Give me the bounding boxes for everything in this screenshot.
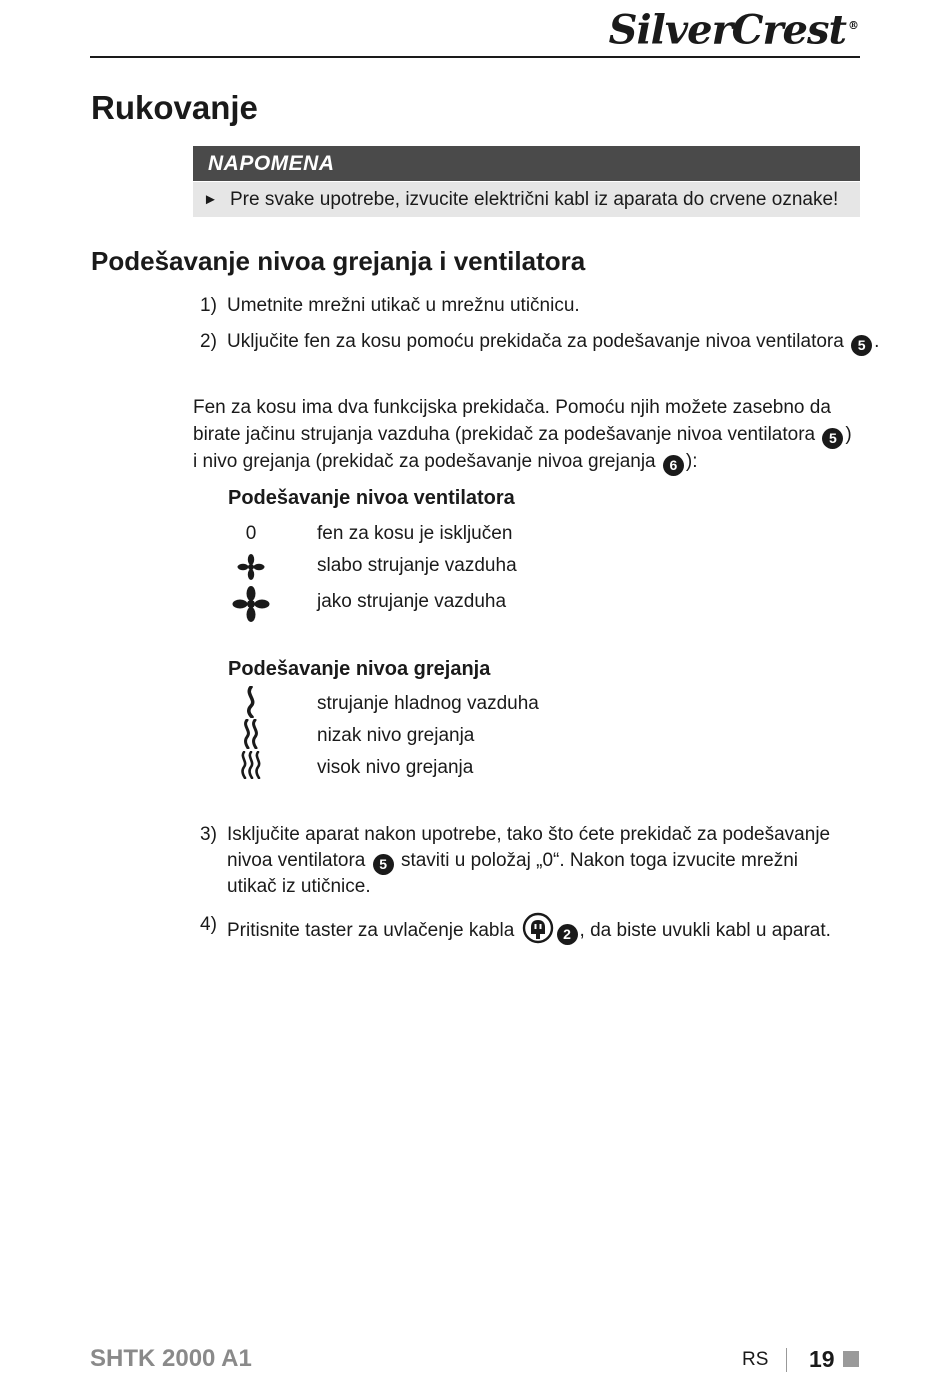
step-text: utikač iz utičnice. — [227, 876, 371, 897]
step-text-part: , da biste uvukli kabl u aparat. — [579, 920, 831, 941]
fan-large-icon — [232, 586, 270, 627]
note-text: Pre svake upotrebe, izvucite električni kabl iz aparata do crvene oznake! — [230, 189, 839, 210]
model-number: SHTK 2000 A1 — [90, 1345, 252, 1372]
header-rule — [90, 56, 860, 58]
paragraph-text: birate jačinu strujanja vazduha (prekidač za podešavanje nivoa ventilatora — [193, 423, 816, 445]
paragraph-line — [193, 449, 863, 476]
reference-number-badge: 5 — [851, 335, 872, 356]
step-text-part: nivoa ventilatora — [227, 850, 366, 871]
heat-low-text: nizak nivo grejanja — [317, 725, 475, 746]
step-text-part: Pritisnite taster za uvlačenje kabla — [227, 920, 515, 941]
step-text — [227, 848, 798, 875]
page-title: Rukovanje — [91, 89, 258, 126]
step-number: 2) — [200, 331, 217, 352]
fan-low-text: slabo strujanje vazduha — [317, 555, 517, 576]
fan-small-icon — [232, 554, 270, 585]
cable-rewind-icon — [522, 912, 554, 952]
page-number: 19 — [809, 1346, 835, 1372]
zero-symbol: 0 — [245, 523, 257, 544]
heat-high-text: visok nivo grejanja — [317, 757, 474, 778]
reference-number-badge: 5 — [373, 854, 394, 875]
step-number: 3) — [200, 824, 217, 845]
registered-mark: ® — [848, 19, 858, 32]
brand-name: SilverCrest — [608, 6, 846, 54]
step-text-part: staviti u položaj „0“. Nakon toga izvucite mrežni — [400, 850, 798, 871]
paragraph-line — [193, 422, 863, 449]
intro-paragraph — [193, 395, 863, 476]
reference-number-badge: 2 — [557, 924, 578, 945]
heat-cold-text: strujanje hladnog vazduha — [317, 693, 539, 714]
paragraph-line: Fen za kosu ima dva funkcijska prekidača. Pomoću njih možete zasebno da — [193, 397, 831, 418]
bullet-arrow-icon: ► — [203, 191, 218, 208]
paragraph-text: ) — [845, 423, 852, 445]
fan-settings-heading: Podešavanje nivoa ventilatora — [228, 487, 515, 509]
step-text — [227, 329, 879, 356]
step-number: 1) — [200, 295, 217, 316]
heat-two-waves-icon — [232, 719, 270, 754]
reference-number-badge: 5 — [822, 428, 843, 449]
note-heading: NAPOMENA — [208, 152, 335, 175]
heat-settings-heading: Podešavanje nivoa grejanja — [228, 658, 491, 680]
step-text — [227, 912, 831, 952]
note-heading-bar — [193, 146, 860, 181]
heat-three-waves-icon — [232, 751, 270, 784]
paragraph-text: ): — [685, 450, 698, 472]
step-text-end: . — [874, 331, 880, 352]
footer-square-mark — [843, 1351, 859, 1367]
section-title: Podešavanje nivoa grejanja i ventilatora — [91, 246, 586, 276]
paragraph-text: i nivo grejanja (prekidač za podešavanje nivoa grejanja — [193, 450, 656, 472]
step-number: 4) — [200, 914, 217, 935]
step-text-main: Uključite fen za kosu pomoću prekidača za podešavanje nivoa ventilatora — [227, 331, 844, 352]
heat-one-wave-icon — [232, 686, 270, 723]
step-text: Umetnite mrežni utikač u mrežnu utičnicu. — [227, 295, 580, 316]
fan-high-text: jako strujanje vazduha — [317, 591, 507, 612]
language-code: RS — [742, 1349, 769, 1370]
fan-off-text: fen za kosu je isključen — [317, 523, 513, 544]
footer-divider — [786, 1348, 787, 1372]
reference-number-badge: 6 — [663, 455, 684, 476]
brand-logo — [609, 4, 858, 52]
note-body — [193, 182, 860, 217]
step-text: Isključite aparat nakon upotrebe, tako što ćete prekidač za podešavanje — [227, 824, 831, 845]
